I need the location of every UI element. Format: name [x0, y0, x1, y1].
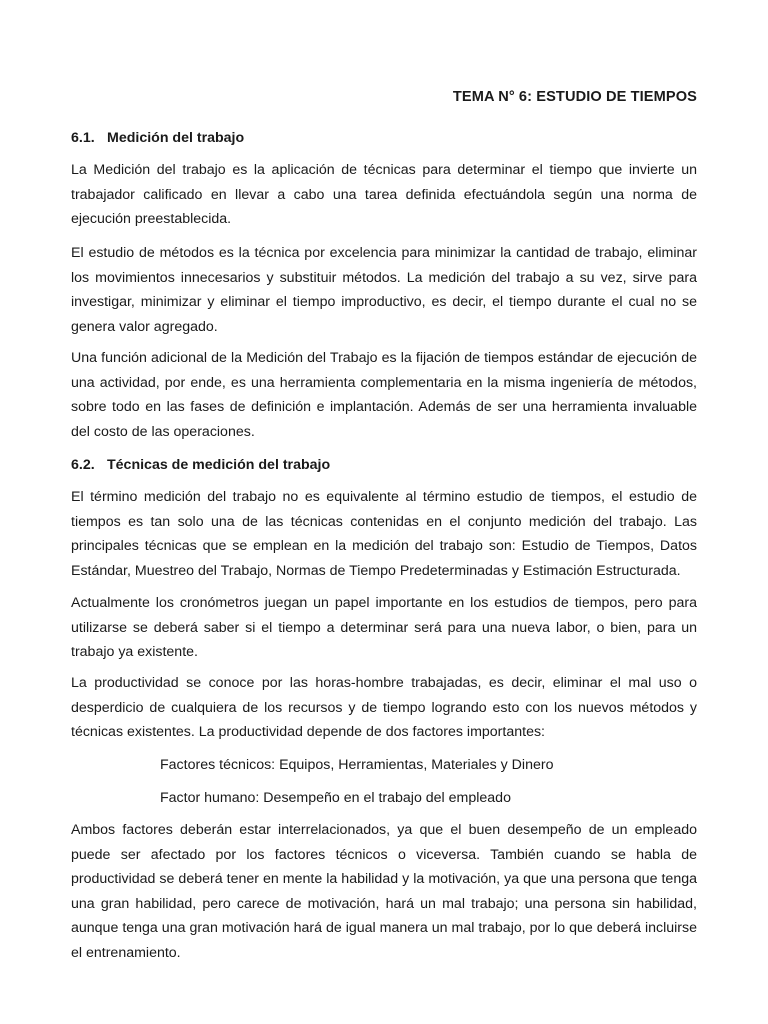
paragraph: Una función adicional de la Medición del Trabajo es la fijación de tiempos estándar de ejecución de una actividad, por ende, es una herramienta complementaria en la misma ingeniería de métodos, sobre todo en las fases de definición e implantación. Además de ser una herramienta invaluable del costo de las operaciones.	[71, 350, 697, 440]
section-number: 6.1.	[71, 130, 95, 146]
paragraph: Ambos factores deberán estar interrelacionados, ya que el buen desempeño de un empleado puede ser afectado por los factores técnicos o viceversa. También cuando se habla de productividad se deberá tener en mente la habilidad y la motivación, ya que una persona que tenga una gran habilidad, pero carece de motivación, hará un mal trabajo; una persona sin habilidad, aunque tenga una gran motivación hará de igual manera un mal trabajo, por lo que deberá incluirse el entrenamiento.	[71, 822, 697, 961]
section-heading-6-2	[71, 457, 330, 473]
factor-item: Factores técnicos: Equipos, Herramientas, Materiales y Dinero	[160, 757, 554, 773]
paragraph: La productividad se conoce por las horas-hombre trabajadas, es decir, eliminar el mal uso o desperdicio de cualquiera de los recursos y de tiempo logrando esto con los nuevos métodos y técnicas existentes. La productividad depende de dos factores importantes:	[71, 675, 697, 741]
section-number: 6.2.	[71, 457, 95, 473]
paragraph: Actualmente los cronómetros juegan un papel importante en los estudios de tiempos, pero para utilizarse se deberá saber si el tiempo a determinar será para una nueva labor, o bien, para un trabajo ya existente.	[71, 595, 697, 661]
section-title: Medición del trabajo	[107, 130, 245, 146]
paragraph: El estudio de métodos es la técnica por excelencia para minimizar la cantidad de trabajo, eliminar los movimientos innecesarios y substituir métodos. La medición del trabajo a su vez, sirve para investigar, minimizar y eliminar el tiempo improductivo, es decir, el tiempo durante el cual no se genera valor agregado.	[71, 245, 697, 335]
paragraph: El término medición del trabajo no es equivalente al término estudio de tiempos, el estudio de tiempos es tan solo una de las técnicas contenidas en el conjunto medición del trabajo. Las principales técnicas que se emplean en la medición del trabajo son: Estudio de Tiempos, Datos Estándar, Muestreo del Trabajo, Normas de Tiempo Predeterminadas y Estimación Estructurada.	[71, 489, 697, 579]
document-title: TEMA N° 6: ESTUDIO DE TIEMPOS	[452, 89, 697, 105]
paragraph: La Medición del trabajo es la aplicación de técnicas para determinar el tiempo que invierte un trabajador calificado en llevar a cabo una tarea definida efectuándola según una norma de ejecución preestablecida.	[71, 162, 697, 228]
section-title: Técnicas de medición del trabajo	[107, 457, 331, 473]
factor-item: Factor humano: Desempeño en el trabajo del empleado	[160, 790, 511, 806]
section-heading-6-1	[71, 130, 244, 146]
